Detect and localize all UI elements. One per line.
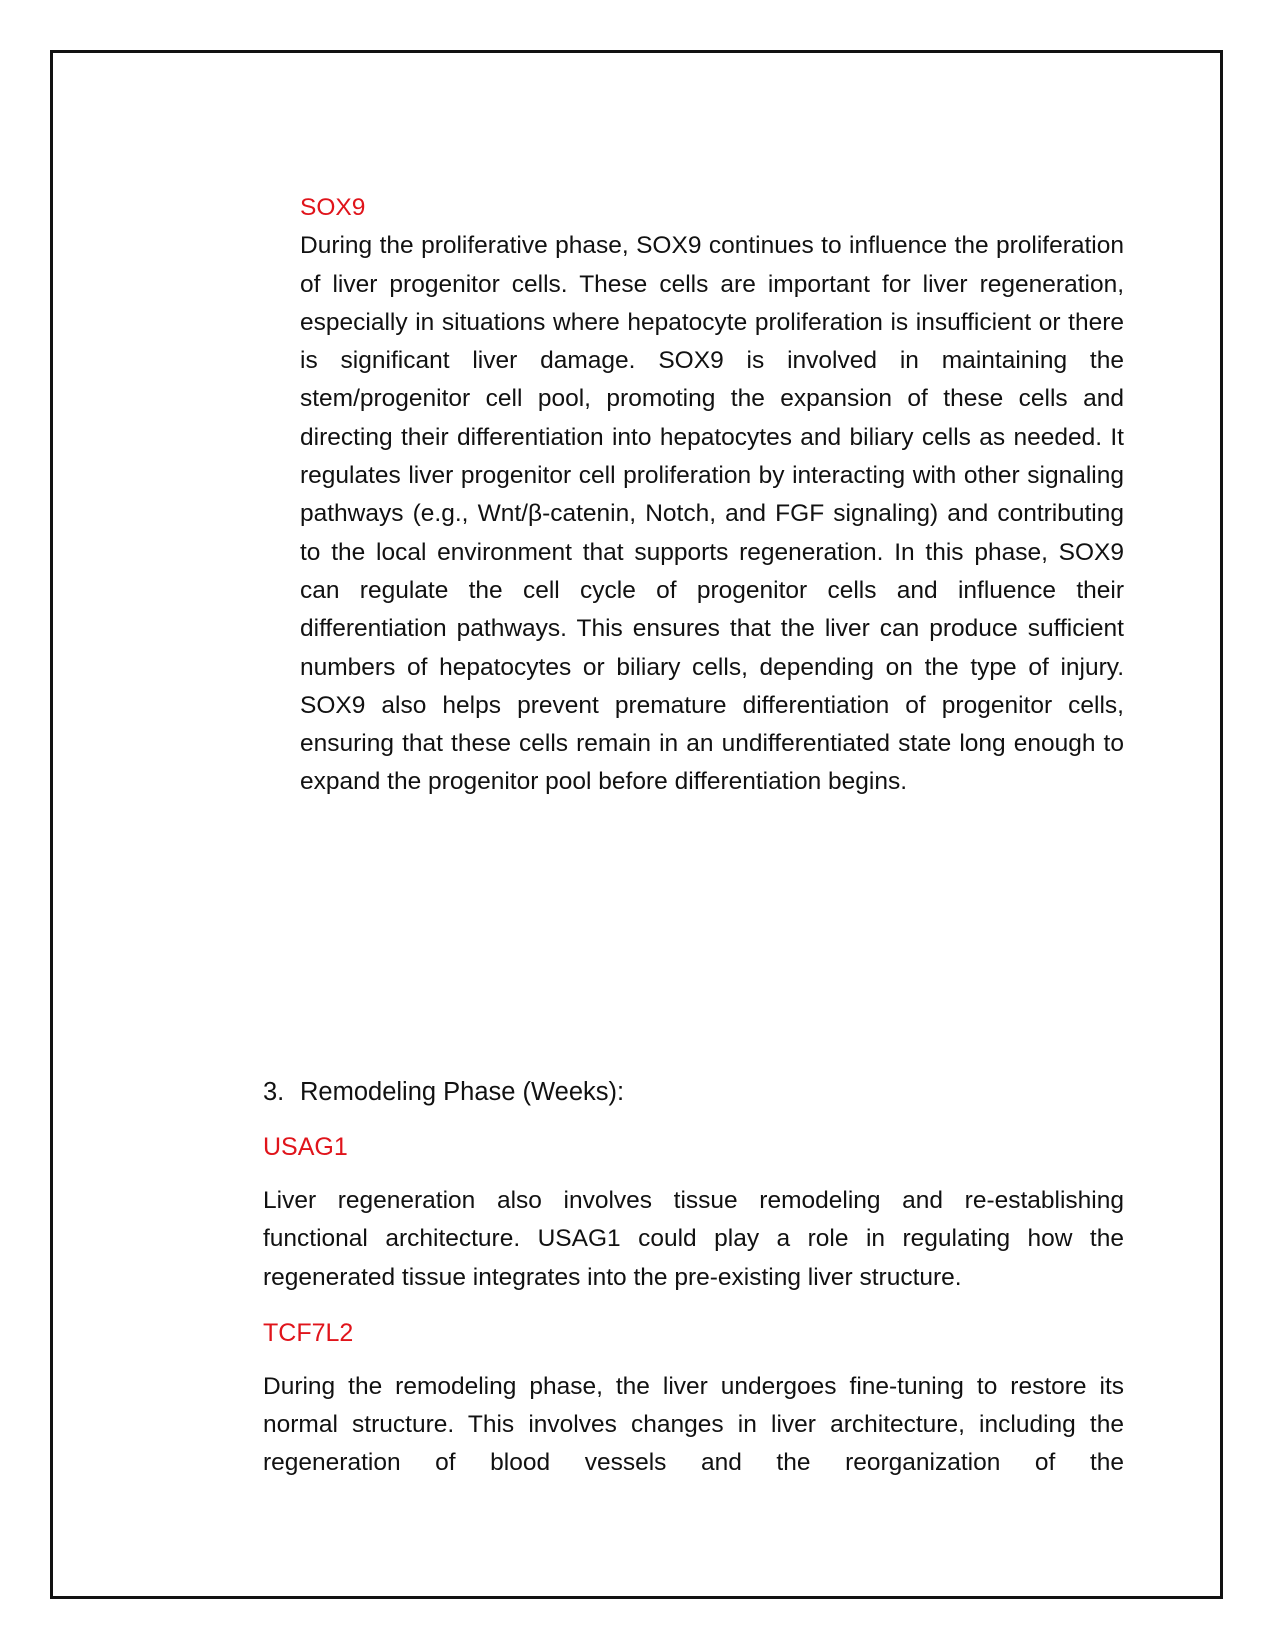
- sox9-paragraph: During the proliferative phase, SOX9 continues to influence the proliferation of liver progenitor cells. These cells are important for liver regeneration, especially in situations where hepatocyte proliferation is insufficient or there is significant liver damage. SOX9 is involved in maintaining the stem/progenitor cell pool, promoting the expansion of these cells and directing their differentiation into hepatocytes and biliary cells as needed. It regulates liver progenitor cell proliferation by interacting with other signaling pathways (e.g., Wnt/β-catenin, Notch, and FGF signaling) and contributing to the local environment that supports regeneration. In this phase, SOX9 can regulate the cell cycle of progenitor cells and influence their differentiation pathways. This ensures that the liver can produce sufficient numbers of hepatocytes or biliary cells, depending on the type of injury. SOX9 also helps prevent premature differentiation of progenitor cells, ensuring that these cells remain in an undifferentiated state long enough to expand the progenitor pool before differentiation begins.: [300, 232, 1124, 796]
- tcf7l2-paragraph: During the remodeling phase, the liver undergoes fine-tuning to restore its normal structure. This involves changes in liver architecture, including the regeneration of blood vessels and the reorganization of the: [263, 1372, 1124, 1477]
- usag1-paragraph: Liver regeneration also involves tissue remodeling and re-establishing functional architecture. USAG1 could play a role in regulating how the regenerated tissue integrates into the pre-existing liver structure.: [263, 1187, 1124, 1291]
- tcf7l2-heading: TCF7L2: [263, 1318, 354, 1347]
- sox9-section: [300, 189, 1124, 802]
- remodeling-phase-section: [263, 1073, 1124, 1500]
- sox9-heading: SOX9: [300, 194, 366, 221]
- phase-number: 3.: [263, 1078, 285, 1106]
- phase-title: Remodeling Phase (Weeks):: [300, 1078, 625, 1106]
- phase-heading: [263, 1073, 1124, 1111]
- usag1-heading: USAG1: [263, 1133, 348, 1161]
